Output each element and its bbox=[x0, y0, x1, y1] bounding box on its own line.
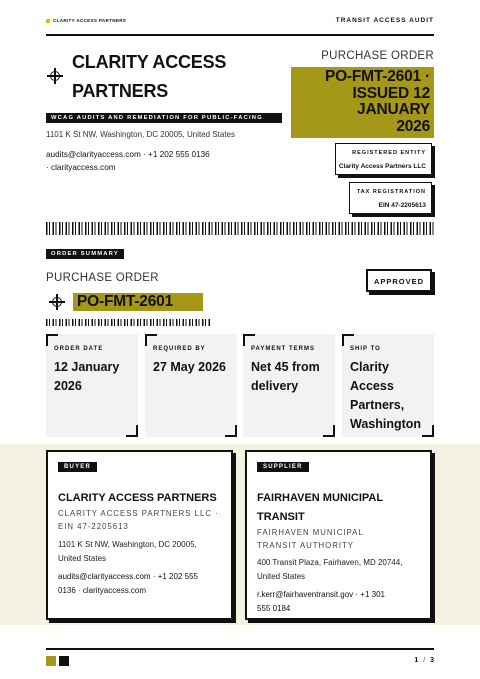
order-summary-label: ORDER SUMMARY bbox=[46, 249, 124, 259]
footer-rule bbox=[46, 648, 434, 650]
card-payment-terms: PAYMENT TERMS Net 45 from delivery bbox=[243, 334, 335, 437]
card-required-by: REQUIRED BY 27 May 2026 bbox=[145, 334, 237, 437]
po-highlight: PO-FMT-2601 · ISSUED 12 JANUARY 2026 bbox=[291, 67, 434, 138]
header-rule bbox=[46, 34, 434, 36]
registered-entity-box bbox=[335, 143, 432, 175]
status-badge: APPROVED bbox=[366, 269, 432, 292]
brand-mark bbox=[46, 19, 50, 23]
tax-registration-box bbox=[349, 182, 432, 214]
supplier-address: 400 Transit Plaza, Fairhaven, MD 20744, United States bbox=[257, 558, 403, 581]
buyer-label: BUYER bbox=[58, 462, 97, 472]
supplier-name: FAIRHAVEN MUNICIPAL TRANSIT bbox=[257, 492, 384, 523]
footer-swatch-ink bbox=[59, 656, 69, 666]
supplier-label: SUPPLIER bbox=[257, 462, 309, 472]
supplier-legal: FAIRHAVEN MUNICIPAL TRANSIT AUTHORITY bbox=[257, 528, 364, 550]
footer-swatch-accent bbox=[46, 656, 56, 666]
summary-kicker: PURCHASE ORDER bbox=[46, 272, 159, 284]
po-kicker: PURCHASE ORDER bbox=[321, 50, 434, 62]
supplier-contact: r.kerr@fairhaventransit.gov · +1 301 555 0184 bbox=[257, 590, 385, 613]
crosshair-icon bbox=[49, 294, 65, 310]
supplier-panel bbox=[245, 450, 432, 620]
issuer-contact: audits@clarityaccess.com · +1 202 555 0136 · clarityaccess.com bbox=[46, 150, 210, 172]
crosshair-icon bbox=[47, 68, 63, 84]
registered-value: Clarity Access Partners LLC bbox=[338, 163, 426, 170]
card-ship-to: SHIP TO Clarity Access Partners, Washington bbox=[342, 334, 434, 437]
buyer-panel bbox=[46, 450, 233, 620]
buyer-legal: CLARITY ACCESS PARTNERS LLC · EIN 47-2205613 bbox=[58, 509, 219, 531]
header-brand: CLARITY ACCESS PARTNERS bbox=[53, 18, 127, 23]
small-barcode bbox=[46, 319, 210, 326]
buyer-contact: audits@clarityaccess.com · +1 202 555 0136 · clarityaccess.com bbox=[58, 572, 198, 595]
registered-label: REGISTERED ENTITY bbox=[352, 150, 426, 156]
summary-po-number: PO-FMT-2601 bbox=[73, 293, 203, 311]
card-order-date: ORDER DATE 12 January 2026 bbox=[46, 334, 138, 437]
page-indicator: 1 / 3 bbox=[414, 657, 434, 664]
tax-value: EIN 47-2205613 bbox=[378, 202, 426, 209]
buyer-name: CLARITY ACCESS PARTNERS bbox=[58, 492, 217, 504]
issuer-name: CLARITY ACCESS PARTNERS bbox=[72, 52, 227, 101]
header-doc-kind: TRANSIT ACCESS AUDIT bbox=[335, 17, 434, 24]
barcode bbox=[46, 222, 434, 235]
issuer-tagline: WCAG AUDITS AND REMEDIATION FOR PUBLIC-FACING bbox=[46, 113, 282, 123]
issuer-address: 1101 K St NW, Washington, DC 20005, United States bbox=[46, 130, 235, 139]
buyer-address: 1101 K St NW, Washington, DC 20005, United States bbox=[58, 540, 197, 563]
tax-label: TAX REGISTRATION bbox=[356, 189, 426, 195]
